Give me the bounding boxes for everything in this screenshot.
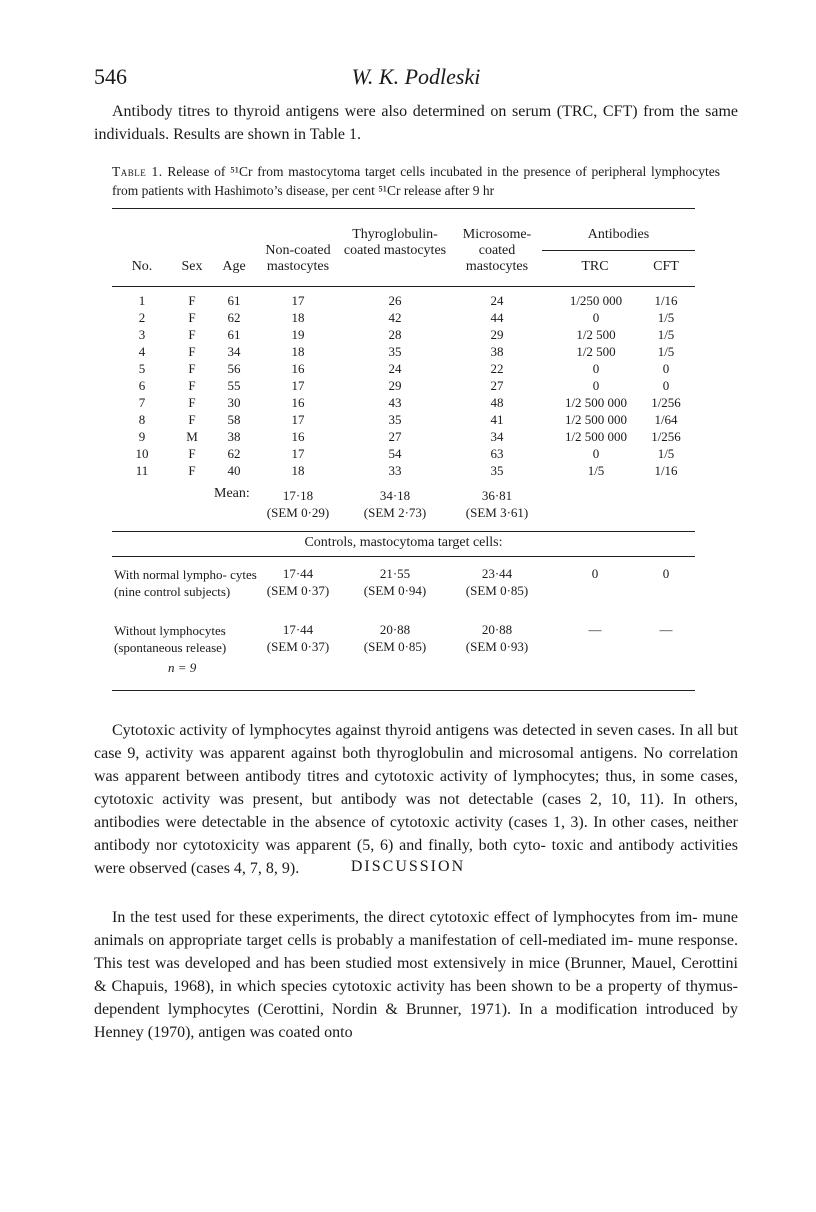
mean-micro-sem: (SEM 3·61) [465, 505, 529, 520]
cell-age: 61 [227, 327, 241, 342]
cell-no: 2 [138, 310, 146, 325]
mean-noncoated-sem: (SEM 0·29) [266, 505, 330, 520]
header-antibodies: Antibodies [587, 227, 650, 242]
cell-noncoated: 18 [291, 344, 305, 359]
cell-micro: 41 [490, 412, 504, 427]
header-trc: TRC [581, 259, 609, 274]
control-spont-micro: 20·88 [481, 622, 513, 637]
cell-micro: 22 [490, 361, 504, 376]
cell-trc: 1/250 000 [569, 293, 623, 308]
page-number: 546 [94, 64, 127, 89]
intro-paragraph: Antibody titres to thyroid antigens were also determined on serum (TRC, CFT) from the same individuals. Results are shown in Table 1. [94, 103, 738, 143]
mean-label: Mean: [214, 486, 250, 501]
cell-cft: 1/256 [651, 429, 681, 444]
cell-age: 61 [227, 293, 241, 308]
cell-no: 11 [135, 463, 149, 478]
cell-micro: 38 [490, 344, 504, 359]
cell-no: 9 [138, 429, 146, 444]
cell-thyro: 35 [388, 344, 402, 359]
cell-noncoated: 16 [291, 361, 305, 376]
control-spont-trc: — [588, 622, 602, 637]
cell-thyro: 27 [388, 429, 402, 444]
cell-no: 8 [138, 412, 146, 427]
cell-sex: F [188, 378, 196, 393]
cell-age: 58 [227, 412, 241, 427]
cell-micro: 44 [490, 310, 504, 325]
cell-noncoated: 17 [291, 412, 305, 427]
control-spont-thyro-sem: (SEM 0·85) [363, 639, 427, 654]
cell-trc: 1/5 [587, 463, 605, 478]
cell-trc: 1/2 500 [576, 344, 616, 359]
cell-noncoated: 18 [291, 310, 305, 325]
table-caption-label: Table 1. [112, 164, 163, 179]
cell-sex: F [188, 293, 196, 308]
cell-micro: 48 [490, 395, 504, 410]
header-age: Age [222, 259, 246, 274]
cell-thyro: 28 [388, 327, 402, 342]
control-normal-thyro: 21·55 [379, 566, 411, 581]
control-n-label: n = 9 [168, 660, 197, 675]
cell-trc: 1/2 500 000 [564, 412, 628, 427]
cell-cft: 1/5 [657, 327, 675, 342]
cell-sex: F [188, 361, 196, 376]
cell-cft: 1/16 [654, 463, 678, 478]
cell-thyro: 54 [388, 446, 402, 461]
cell-sex: F [188, 412, 196, 427]
cell-noncoated: 16 [291, 429, 305, 444]
control-normal-label: With normal lympho- cytes (nine control subjects) [114, 567, 257, 599]
cell-sex: F [188, 446, 196, 461]
antibodies-rule [542, 250, 695, 251]
mean-thyro: 34·18 [379, 488, 411, 503]
cell-trc: 0 [592, 310, 600, 325]
control-spontaneous-label: Without lymphocytes (spontaneous release) [114, 623, 227, 655]
mean-micro: 36·81 [481, 488, 513, 503]
cell-no: 5 [138, 361, 146, 376]
results-paragraph: Cytotoxic activity of lymphocytes against thyroid antigens was detected in seven cases. In all but case 9, activity was apparent against both thyroglobulin and microsomal antigens. No correlation was apparent between antibody titres and cytotoxic activity of lymphocytes; thus, in some cases, cytotoxic activity was present, but antibody was not detectable (cases 2, 10, 11). In others, antibodies were detectable in the absence of cytotoxic activity (cases 1, 3). In other cases, neither antibody nor cytotoxicity was apparent (5, 6) and finally, both cyto- toxic and antibody activities were observed (cases 4, 7, 8, 9). [94, 722, 738, 877]
cell-age: 40 [227, 463, 241, 478]
cell-noncoated: 18 [291, 463, 305, 478]
cell-sex: F [188, 463, 196, 478]
control-normal-noncoated-sem: (SEM 0·37) [266, 583, 330, 598]
cell-sex: F [188, 395, 196, 410]
control-normal-micro: 23·44 [481, 566, 513, 581]
running-title: W. K. Podleski [351, 64, 481, 89]
cell-trc: 0 [592, 378, 600, 393]
cell-no: 10 [135, 446, 149, 461]
cell-thyro: 35 [388, 412, 402, 427]
controls-top-rule [112, 531, 695, 532]
cell-sex: F [188, 344, 196, 359]
header-thyroglobulin: Thyroglobulin- coated mastocytes [343, 227, 447, 258]
control-normal-micro-sem: (SEM 0·85) [465, 583, 529, 598]
cell-noncoated: 17 [291, 293, 305, 308]
cell-micro: 24 [490, 293, 504, 308]
control-spont-cft: — [659, 622, 673, 637]
cell-thyro: 24 [388, 361, 402, 376]
cell-micro: 29 [490, 327, 504, 342]
cell-cft: 1/5 [657, 446, 675, 461]
cell-age: 62 [227, 446, 241, 461]
cell-sex: F [188, 310, 196, 325]
control-normal-cft: 0 [662, 566, 670, 581]
cell-noncoated: 17 [291, 446, 305, 461]
cell-thyro: 43 [388, 395, 402, 410]
control-spont-micro-sem: (SEM 0·93) [465, 639, 529, 654]
cell-micro: 35 [490, 463, 504, 478]
table-header-rule [112, 286, 695, 287]
cell-thyro: 33 [388, 463, 402, 478]
cell-cft: 1/64 [654, 412, 678, 427]
control-spont-noncoated-sem: (SEM 0·37) [266, 639, 330, 654]
cell-no: 6 [138, 378, 146, 393]
cell-noncoated: 16 [291, 395, 305, 410]
controls-bottom-rule [112, 556, 695, 557]
cell-trc: 1/2 500 000 [564, 429, 628, 444]
cell-cft: 0 [662, 361, 670, 376]
table-caption [112, 162, 720, 200]
cell-sex: M [186, 429, 198, 444]
cell-cft: 1/5 [657, 310, 675, 325]
cell-age: 62 [227, 310, 241, 325]
cell-noncoated: 19 [291, 327, 305, 342]
cell-trc: 1/2 500 [576, 327, 616, 342]
discussion-heading: DISCUSSION [350, 858, 466, 875]
control-normal-thyro-sem: (SEM 0·94) [363, 583, 427, 598]
cell-thyro: 42 [388, 310, 402, 325]
cell-cft: 1/5 [657, 344, 675, 359]
table-caption-text: Release of ⁵¹Cr from mastocytoma target cells incubated in the presence of peripheral lymphocytes from patients with Hashimoto’s disease, per cent ⁵¹Cr release after 9 hr [112, 164, 720, 198]
header-microsome: Microsome- coated mastocytes [462, 227, 532, 274]
cell-micro: 34 [490, 429, 504, 444]
cell-age: 55 [227, 378, 241, 393]
cell-thyro: 29 [388, 378, 402, 393]
table-top-rule [112, 208, 695, 209]
cell-age: 56 [227, 361, 241, 376]
cell-sex: F [188, 327, 196, 342]
discussion-paragraph: In the test used for these experiments, the direct cytotoxic effect of lymphocytes from im- mune animals on appropriate target cells is probably a manifestation of cell-mediated im- mune response. This test was developed and has been studied most extensively in mice (Brunner, Mauel, Cerottini & Chapuis, 1968), in which species cytotoxic activity has been shown to be a property of thymus-dependent lymphocytes (Cerottini, Nordin & Brunner, 1971). In a modification introduced by Henney (1970), antigen was coated onto [94, 909, 738, 1041]
cell-no: 4 [138, 344, 146, 359]
mean-thyro-sem: (SEM 2·73) [363, 505, 427, 520]
cell-cft: 1/16 [654, 293, 678, 308]
cell-trc: 0 [592, 361, 600, 376]
cell-noncoated: 17 [291, 378, 305, 393]
cell-no: 7 [138, 395, 146, 410]
cell-age: 30 [227, 395, 241, 410]
cell-cft: 0 [662, 378, 670, 393]
control-normal-trc: 0 [591, 566, 599, 581]
controls-label: Controls, mastocytoma target cells: [304, 535, 503, 550]
control-normal-noncoated: 17·44 [282, 566, 314, 581]
mean-noncoated: 17·18 [282, 488, 314, 503]
cell-no: 1 [138, 293, 146, 308]
cell-thyro: 26 [388, 293, 402, 308]
header-no: No. [131, 259, 153, 274]
table-bottom-rule [112, 690, 695, 691]
cell-micro: 63 [490, 446, 504, 461]
control-spont-noncoated: 17·44 [282, 622, 314, 637]
cell-cft: 1/256 [651, 395, 681, 410]
cell-trc: 0 [592, 446, 600, 461]
header-sex: Sex [181, 259, 203, 274]
cell-no: 3 [138, 327, 146, 342]
cell-trc: 1/2 500 000 [564, 395, 628, 410]
running-header [94, 64, 738, 92]
header-cft: CFT [653, 259, 679, 274]
header-noncoated: Non-coated mastocytes [265, 243, 331, 274]
cell-age: 38 [227, 429, 241, 444]
cell-age: 34 [227, 344, 241, 359]
cell-micro: 27 [490, 378, 504, 393]
control-spont-thyro: 20·88 [379, 622, 411, 637]
